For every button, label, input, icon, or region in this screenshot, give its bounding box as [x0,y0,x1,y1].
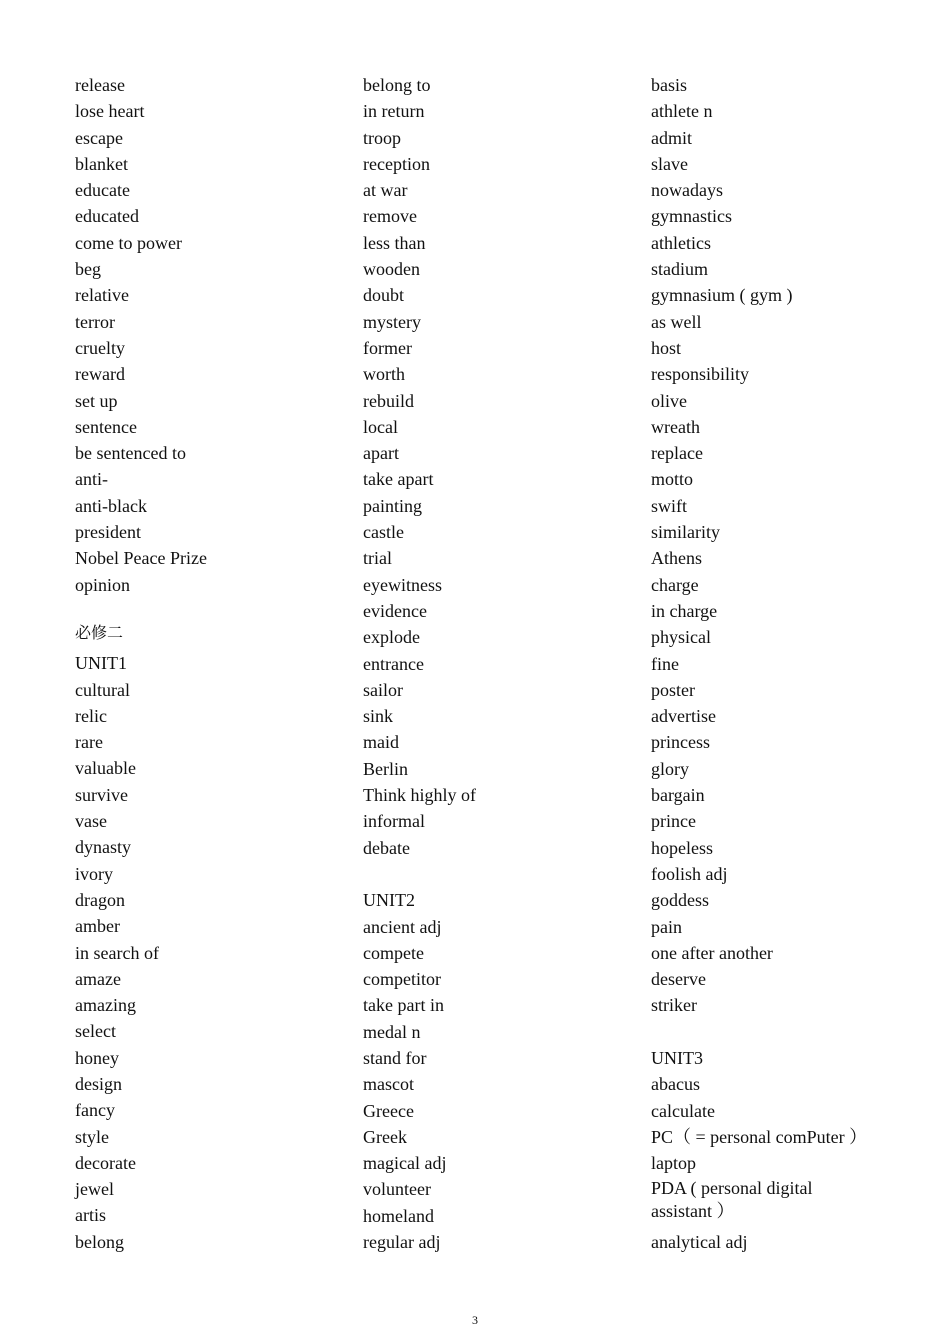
vocab-word: eyewitness [363,574,442,595]
vocab-word: deserve [651,969,706,990]
vocab-word: sentence [75,416,137,437]
vocab-word: troop [363,127,401,148]
column-1 [75,72,345,1255]
vocab-word: amber [75,916,120,937]
vocab-word: Greece [363,1100,414,1121]
vocab-word: reception [363,153,430,174]
vocab-word: be sentenced to [75,443,186,464]
vocab-word: in return [363,101,425,122]
vocab-word: at war [363,180,408,201]
vocab-word: glory [651,758,689,779]
vocab-word: gymnasium ( gym ) [651,285,793,306]
vocab-word: olive [651,390,687,411]
vocab-word: princess [651,732,710,753]
vocab-word: swift [651,495,687,516]
vocab-word: take apart [363,469,434,490]
vocab-word: painting [363,495,422,516]
vocab-word: UNIT3 [651,1047,703,1068]
vocab-word: honey [75,1047,119,1068]
vocab-word: belong [75,1231,124,1252]
vocab-word: competitor [363,969,441,990]
page-number: 3 [472,1313,478,1327]
spacer [651,1019,941,1045]
vocab-word: medal n [363,1021,421,1042]
vocab-word: come to power [75,232,182,253]
vocab-word: one after another [651,942,773,963]
vocab-word: beg [75,259,101,280]
vocab-word: volunteer [363,1179,431,1200]
vocab-word: gymnastics [651,206,732,227]
vocab-word: amazing [75,995,136,1016]
vocab-word: rebuild [363,390,414,411]
vocab-word: PC（ = personal comPuter ） [651,1126,868,1147]
vocab-word: advertise [651,706,716,727]
vocab-word: magical adj [363,1153,447,1174]
vocab-word: take part in [363,995,444,1016]
vocab-word: laptop [651,1153,696,1174]
vocab-word: trial [363,548,392,569]
vocab-word: similarity [651,522,720,543]
vocab-word: local [363,416,398,437]
vocab-word: athletics [651,232,711,253]
vocab-word: cultural [75,679,130,700]
vocab-word: Think highly of [363,785,476,806]
vocab-word: responsibility [651,364,749,385]
spacer [363,861,633,887]
vocab-word: bargain [651,785,705,806]
vocab-word: less than [363,232,426,253]
vocab-word: terror [75,311,115,332]
vocab-word: belong to [363,75,431,95]
vocab-word: Nobel Peace Prize [75,548,207,569]
vocab-word: maid [363,732,399,753]
vocab-word: educate [75,180,130,201]
vocab-word: select [75,1021,116,1042]
vocab-word: stadium [651,259,708,280]
vocab-word: in charge [651,600,718,621]
vocab-word: escape [75,127,123,148]
vocab-word: opinion [75,574,131,595]
vocab-word: former [363,337,412,358]
vocab-word: sailor [363,679,403,700]
vocab-word: lose heart [75,101,145,122]
vocab-word: UNIT1 [75,653,127,674]
vocab-word: stand for [363,1047,427,1068]
vocab-word: relative [75,285,129,306]
vocab-word: worth [363,364,405,385]
vocab-word: reward [75,364,125,385]
vocab-word: basis [651,75,687,95]
vocab-word: as well [651,311,702,332]
vocab-word: entrance [363,653,424,674]
section-heading: 必修二 [75,623,124,643]
vocab-word: style [75,1126,109,1147]
vocab-word: UNIT2 [363,890,415,911]
vocab-word: replace [651,443,703,464]
vocab-word: remove [363,206,417,227]
vocab-word: castle [363,522,404,543]
vocab-word: debate [363,837,410,858]
vocab-word: explode [363,627,420,648]
vocab-word: valuable [75,758,136,779]
vocab-word: anti- [75,469,108,490]
vocab-word: regular adj [363,1232,441,1253]
vocab-word: calculate [651,1100,715,1121]
vocab-word: nowadays [651,180,723,201]
vocab-word: anti-black [75,495,147,516]
vocab-word: fine [651,653,679,674]
vocab-word: athlete n [651,101,713,122]
vocab-word: wreath [651,416,700,437]
vocab-word: striker [651,995,697,1016]
vocab-word: prince [651,811,696,832]
vocab-word: analytical adj [651,1232,748,1253]
vocab-word: ivory [75,863,113,884]
vocab-word: mystery [363,311,421,332]
vocab-word: educated [75,206,139,227]
vocab-word: rare [75,732,103,753]
vocab-word: decorate [75,1152,136,1173]
vocab-word: assistant ） [651,1201,735,1222]
vocab-word: pain [651,916,682,937]
vocab-word: host [651,337,682,358]
vocab-word: president [75,522,141,543]
vocab-word: motto [651,469,694,490]
vocab-word: vase [75,811,107,832]
vocab-word: physical [651,627,711,648]
vocab-word: survive [75,784,128,805]
vocab-word: ancient adj [363,916,442,937]
vocab-word: cruelty [75,337,125,358]
vocab-word: doubt [363,285,405,306]
vocab-word: goddess [651,890,709,911]
vocab-word: charge [651,574,699,595]
vocab-word: slave [651,153,688,174]
vocab-word: apart [363,443,399,464]
vocab-word: design [75,1073,122,1094]
vocab-word: mascot [363,1074,414,1095]
vocab-word: Greek [363,1126,407,1147]
vocab-word: foolish adj [651,863,728,884]
vocab-word: abacus [651,1074,700,1095]
vocab-word: artis [75,1205,106,1226]
vocab-word: Athens [651,548,702,569]
vocab-word: fancy [75,1100,115,1121]
vocab-word: informal [363,811,425,832]
vocab-word: compete [363,942,424,963]
vocab-word: relic [75,705,107,726]
vocab-word: hopeless [651,837,713,858]
column-3 [651,72,941,1256]
vocab-word: sink [363,706,394,727]
vocab-word: Berlin [363,758,408,779]
vocab-word: dragon [75,889,125,910]
vocab-word: dynasty [75,837,131,858]
vocab-word: PDA ( personal digital [651,1178,813,1199]
vocab-word: wooden [363,259,420,280]
vocab-word: set up [75,390,118,411]
vocab-word: release [75,75,125,95]
vocab-word: blanket [75,153,128,174]
vocab-word: evidence [363,600,427,621]
vocab-word: poster [651,679,695,700]
vocab-word: homeland [363,1205,434,1226]
vocab-word: in search of [75,942,159,963]
vocab-word: amaze [75,968,121,989]
column-2 [363,72,633,1255]
vocab-word: admit [651,127,692,148]
vocab-word: jewel [75,1179,114,1200]
